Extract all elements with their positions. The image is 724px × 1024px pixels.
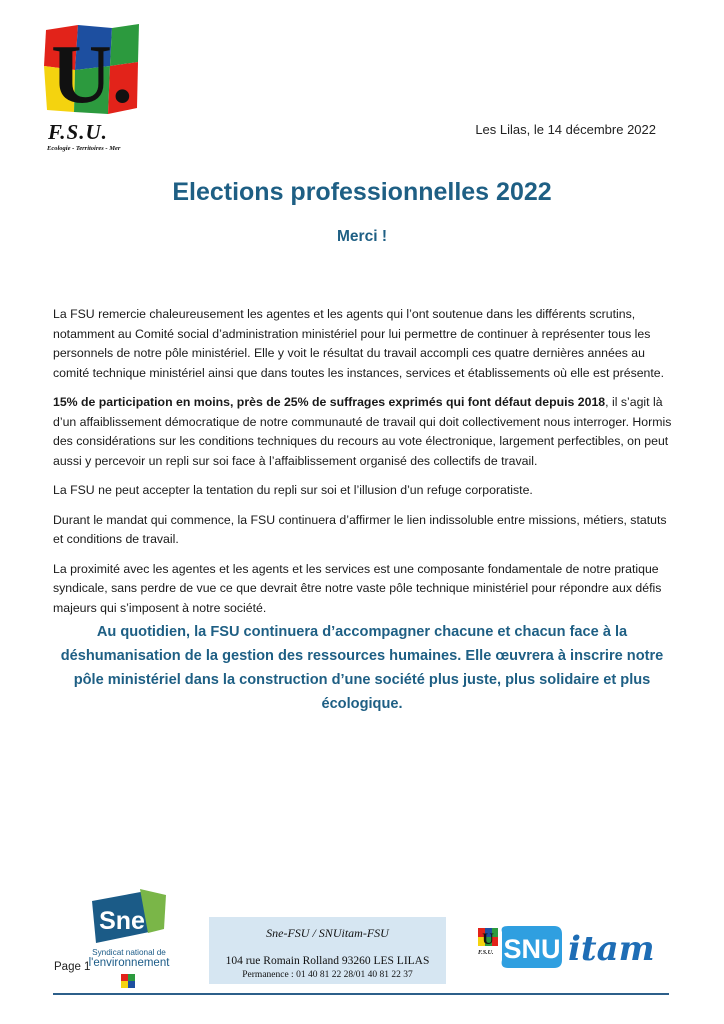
address-fsu-end: -FSU: [362, 926, 389, 940]
paragraph-2: [53, 393, 673, 471]
address-unions: [209, 926, 446, 941]
page-number: Page 1: [54, 961, 91, 973]
document-date: Les Lilas, le 14 décembre 2022: [475, 122, 656, 137]
snuitam-script: itam: [568, 929, 655, 969]
sne-acronym: Sne: [99, 907, 145, 935]
snuitam-logo: [476, 918, 666, 978]
sne-org-line1: Syndicat national de: [92, 948, 166, 957]
fsu-wordmark: F.S.U.: [48, 120, 108, 144]
sne-org-line2: l'environnement: [88, 957, 170, 969]
page-subtitle: Merci !: [337, 228, 387, 245]
sne-logo: [88, 887, 170, 991]
body-text: [53, 305, 673, 628]
address-box: [209, 917, 446, 984]
svg-text:F.S.U.: F.S.U.: [478, 950, 494, 956]
fsu-small-icon: [478, 928, 498, 956]
sne-tile-icon: [88, 887, 170, 947]
paragraph-4: Durant le mandat qui commence, la FSU continuera d’affirmer le lien indissoluble entre missions, métiers, statuts et conditions de travail.: [53, 512, 667, 546]
paragraph-2-rest: , il s’agit là d’un affaiblissement démocratique de notre communauté de travail qui doit collectivement nous interroger. Hormis des considérations sur les conditions techniques du recours au vote électronique, largement perfectibles, on peut aussi y percevoir un repli sur soi face à l’affaiblissement organisé des collectifs de travail.: [53, 395, 672, 468]
fsu-tagline: Ecologie - Territoires - Mer: [47, 145, 121, 152]
fsu-mosaic-icon: [44, 22, 140, 116]
fsu-mini-icon: [121, 974, 135, 988]
svg-text:U: U: [482, 931, 494, 948]
address-phone: Permanence : 01 40 81 22 28/01 40 81 22 37: [242, 970, 413, 980]
conclusion-statement: Au quotidien, la FSU continuera d’accompagner chacune et chacun face à la déshumanisation de la gestion des ressources humaines. Elle œuvrera à inscrire notre pôle ministériel dans la construction d’une société plus juste, plus solidaire et plus écologique.: [60, 624, 664, 712]
paragraph-2-highlight: 15% de participation en moins, près de 25% de suffrages exprimés qui font défaut depuis 2018: [53, 395, 606, 409]
snuitam-prefix: SNU: [503, 934, 561, 964]
address-itam: itam: [341, 926, 363, 940]
address-sne: Sne: [266, 926, 284, 940]
footer-divider: [53, 993, 669, 995]
sne-org-name: [88, 948, 170, 968]
paragraph-1: La FSU remercie chaleureusement les agentes et les agents qui l’ont soutenue dans les différents scrutins, notamment au Comité social d’administration ministériel pour lui permettre de continuer à représenter tous les personnels de notre pôle ministériel. Elle y voit le résultat du travail accompli ces quatre dernières années au comité technique ministériel ainsi que dans toutes les instances, services et établissements où elle est présente.: [53, 307, 665, 380]
fsu-logo: [44, 22, 144, 152]
address-fsu-snu: -FSU / SNU: [283, 926, 342, 940]
fsu-letter: U.: [51, 28, 133, 116]
address-street: 104 rue Romain Rolland 93260 LES LILAS: [225, 955, 430, 967]
paragraph-5: La proximité avec les agentes et les agents et les services est une composante fondamentale de notre pratique syndicale, sans perdre de vue ce que devrait être notre vaste pôle technique ministériel pour répondre aux défis majeurs qui s’imposent à notre société.: [53, 561, 662, 615]
page-title: Elections professionnelles 2022: [172, 178, 552, 206]
paragraph-3: La FSU ne peut accepter la tentation du repli sur soi et l’illusion d’un refuge corporatiste.: [53, 483, 533, 497]
